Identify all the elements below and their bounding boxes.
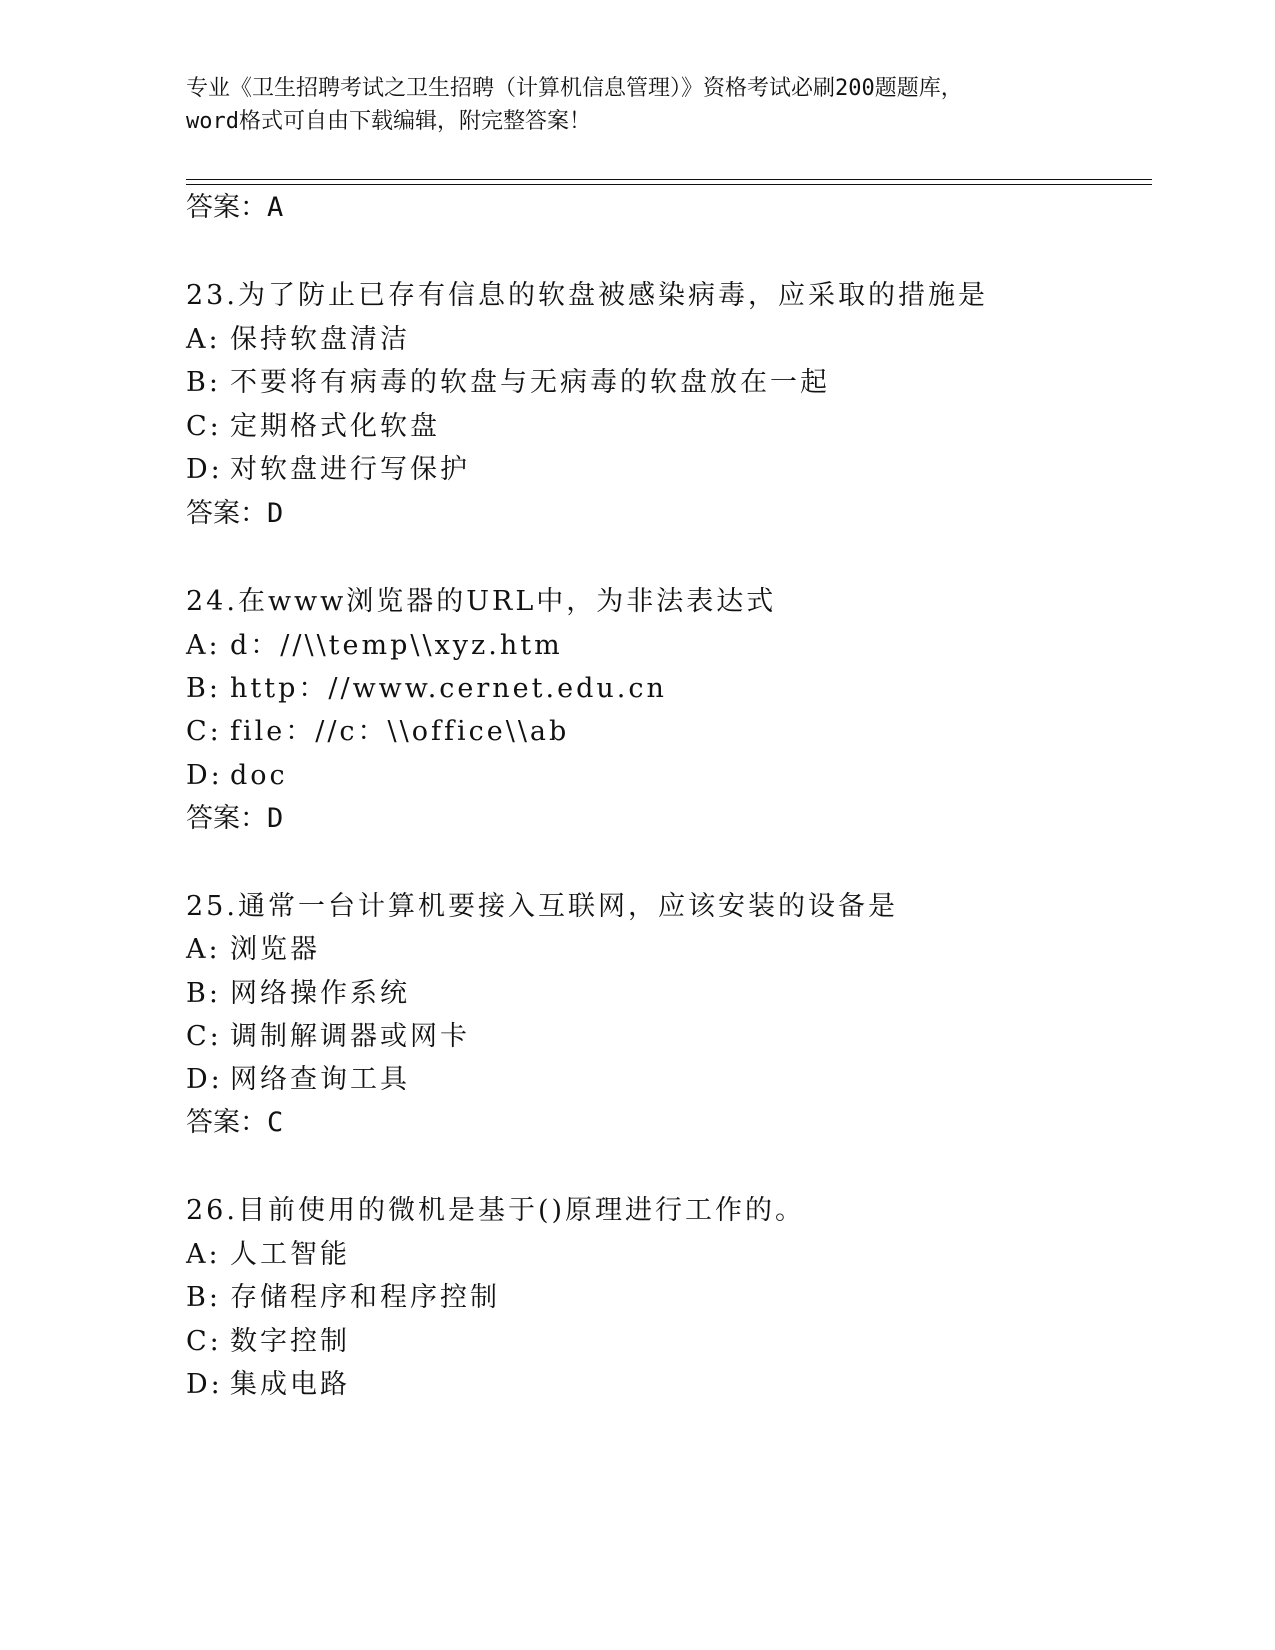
option-letter: A:: [186, 1239, 221, 1270]
option-letter: D:: [186, 760, 223, 791]
question-24-option-a: [186, 628, 563, 664]
question-23-option-d: [186, 452, 470, 488]
option-text: 人工智能: [230, 1239, 350, 1270]
option-letter: B:: [186, 673, 221, 704]
option-text: 集成电路: [230, 1369, 350, 1400]
option-letter: B:: [186, 367, 221, 398]
option-letter: D:: [186, 1064, 223, 1095]
option-text: 调制解调器或网卡: [230, 1021, 470, 1052]
option-text: 对软盘进行写保护: [230, 454, 470, 485]
option-letter: B:: [186, 1282, 221, 1313]
option-text: 网络操作系统: [230, 978, 410, 1009]
option-letter: D:: [186, 454, 223, 485]
option-letter: A:: [186, 324, 221, 355]
option-letter: A:: [186, 934, 221, 965]
document-header: [186, 72, 1086, 138]
answer-q23: 答案：D: [186, 498, 284, 529]
question-23-stem: 23.为了防止已存有信息的软盘被感染病毒，应采取的措施是: [186, 280, 988, 311]
option-letter: C:: [186, 411, 222, 442]
option-text: d：//\\temp\\xyz.htm: [230, 630, 563, 661]
option-letter: D:: [186, 1369, 223, 1400]
option-text: 保持软盘清洁: [230, 324, 410, 355]
option-text: 网络查询工具: [230, 1064, 410, 1095]
answer-q25: 答案：C: [186, 1107, 284, 1138]
option-letter: A:: [186, 630, 221, 661]
question-24-option-c: [186, 714, 569, 750]
question-24-option-d: [186, 758, 288, 794]
question-26-option-a: [186, 1237, 350, 1273]
question-26-option-d: [186, 1367, 350, 1403]
question-23-option-c: [186, 409, 440, 445]
option-text: doc: [230, 760, 288, 791]
question-26-option-c: [186, 1324, 350, 1360]
header-divider-bottom: [186, 184, 1152, 185]
option-text: file：//c：\\office\\ab: [230, 716, 570, 747]
question-25-stem: 25.通常一台计算机要接入互联网，应该安装的设备是: [186, 891, 898, 922]
option-text: 浏览器: [230, 934, 320, 965]
question-25-option-b: [186, 976, 410, 1012]
question-26-stem: 26.目前使用的微机是基于()原理进行工作的。: [186, 1195, 806, 1226]
header-divider-top: [186, 179, 1152, 180]
option-letter: C:: [186, 1021, 222, 1052]
question-23-option-b: [186, 365, 830, 401]
question-24-option-b: [186, 671, 667, 707]
question-24-stem: 24.在www浏览器的URL中，为非法表达式: [186, 586, 777, 617]
question-25-option-d: [186, 1062, 410, 1098]
option-text: 定期格式化软盘: [230, 411, 440, 442]
header-line-1: 专业《卫生招聘考试之卫生招聘（计算机信息管理）》资格考试必刷200题题库，: [186, 76, 963, 101]
option-letter: B:: [186, 978, 221, 1009]
question-26-option-b: [186, 1280, 500, 1316]
option-text: 存储程序和程序控制: [230, 1282, 500, 1313]
question-25-option-a: [186, 932, 320, 968]
header-line-2: word格式可自由下载编辑，附完整答案！: [186, 109, 591, 134]
option-text: http：//www.cernet.edu.cn: [230, 673, 667, 704]
option-text: 数字控制: [230, 1326, 350, 1357]
option-letter: C:: [186, 716, 222, 747]
option-text: 不要将有病毒的软盘与无病毒的软盘放在一起: [230, 367, 830, 398]
option-letter: C:: [186, 1326, 222, 1357]
answer-q22: 答案：A: [186, 192, 284, 223]
answer-q24: 答案：D: [186, 803, 284, 834]
question-25-option-c: [186, 1019, 470, 1055]
question-23-option-a: [186, 322, 410, 358]
